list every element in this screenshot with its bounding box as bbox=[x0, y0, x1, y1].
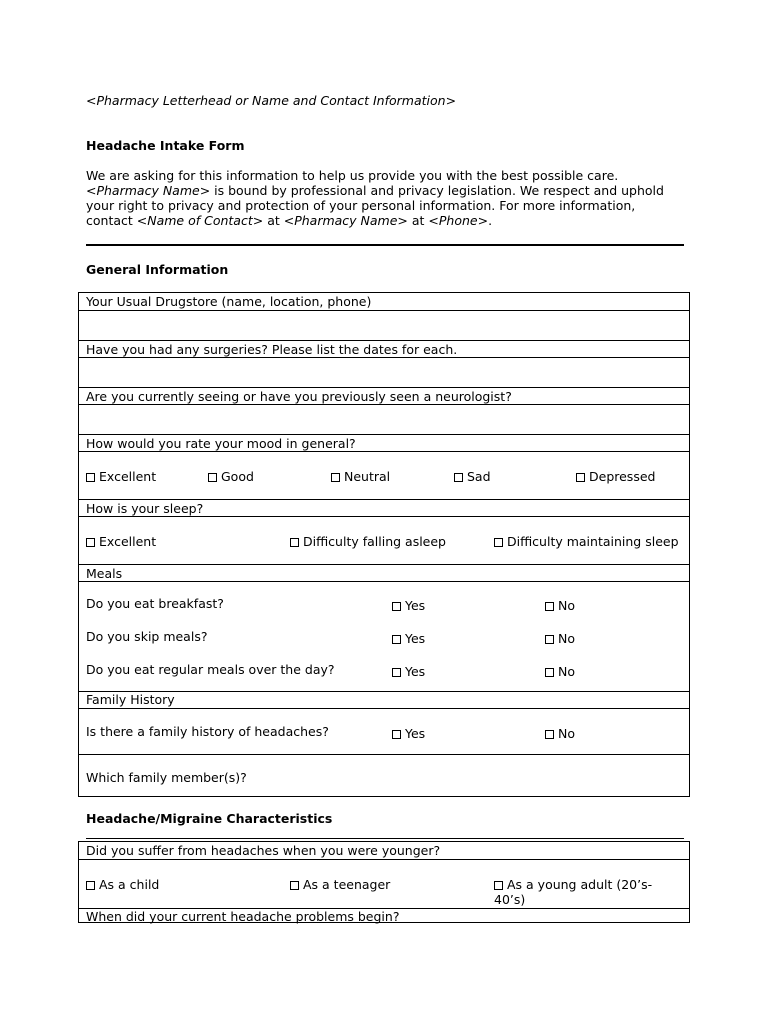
neurologist-label: Are you currently seeing or have you previously seen a neurologist? bbox=[86, 389, 512, 404]
meal-question: Do you eat regular meals over the day? bbox=[86, 662, 335, 677]
drugstore-answer-field[interactable] bbox=[79, 310, 689, 340]
mood-label-row bbox=[79, 434, 689, 451]
checkbox-icon bbox=[545, 668, 554, 677]
mood-label: How would you rate your mood in general? bbox=[86, 436, 356, 451]
checkbox-icon bbox=[86, 473, 95, 482]
option-label: Excellent bbox=[99, 534, 157, 549]
option-label: As a child bbox=[99, 877, 160, 892]
skip-meals-no[interactable] bbox=[545, 631, 575, 646]
checkbox-icon bbox=[290, 881, 299, 890]
family-members-row[interactable] bbox=[79, 754, 689, 798]
contact-prefix: contact bbox=[86, 213, 137, 228]
at-text-2: at bbox=[407, 213, 429, 228]
surgeries-label: Have you had any surgeries? Please list the dates for each. bbox=[86, 342, 458, 357]
option-label: Depressed bbox=[589, 469, 656, 484]
pharmacy-name-placeholder: <Pharmacy Name> bbox=[86, 183, 211, 198]
intro-line-2-text: is bound by professional and privacy legislation. We respect and uphold bbox=[210, 183, 664, 198]
mood-option-good[interactable] bbox=[208, 469, 254, 484]
meals-label: Meals bbox=[86, 566, 123, 581]
phone-placeholder: <Phone> bbox=[428, 213, 489, 228]
divider-rule bbox=[86, 244, 684, 246]
mood-option-depressed[interactable] bbox=[576, 469, 655, 484]
younger-options-row bbox=[79, 859, 689, 908]
option-label: Difficulty maintaining sleep bbox=[507, 534, 679, 549]
general-information-heading: General Information bbox=[86, 262, 229, 277]
checkbox-icon bbox=[576, 473, 585, 482]
option-label-continued: 40’s) bbox=[494, 892, 526, 907]
at-text: at bbox=[263, 213, 284, 228]
younger-option-child[interactable] bbox=[86, 877, 159, 892]
sleep-option-excellent[interactable] bbox=[86, 534, 156, 549]
family-members-label: Which family member(s)? bbox=[86, 770, 247, 785]
option-label: As a teenager bbox=[303, 877, 391, 892]
checkbox-icon bbox=[494, 538, 503, 547]
option-label: Yes bbox=[405, 726, 426, 741]
option-label: Yes bbox=[405, 631, 426, 646]
younger-option-young-adult[interactable] bbox=[494, 877, 652, 907]
neurologist-answer-field[interactable] bbox=[79, 404, 689, 434]
family-history-label-row bbox=[79, 691, 689, 708]
general-information-table bbox=[78, 292, 690, 797]
option-label: Difficulty falling asleep bbox=[303, 534, 446, 549]
option-label: As a young adult (20’s- bbox=[507, 877, 653, 892]
meals-label-row bbox=[79, 564, 689, 581]
checkbox-icon bbox=[392, 668, 401, 677]
option-label: No bbox=[558, 598, 575, 613]
mood-option-sad[interactable] bbox=[454, 469, 491, 484]
contact-name-placeholder: <Name of Contact> bbox=[136, 213, 264, 228]
meal-question: Do you skip meals? bbox=[86, 629, 208, 644]
checkbox-icon bbox=[86, 881, 95, 890]
checkbox-icon bbox=[290, 538, 299, 547]
checkbox-icon bbox=[545, 635, 554, 644]
headache-began-question: When did your current headache problems begin? bbox=[86, 909, 400, 924]
sleep-option-falling-asleep[interactable] bbox=[290, 534, 446, 549]
headache-characteristics-heading: Headache/Migraine Characteristics bbox=[86, 811, 333, 826]
sleep-option-maintaining-sleep[interactable] bbox=[494, 534, 679, 549]
family-history-yes[interactable] bbox=[392, 726, 425, 741]
checkbox-icon bbox=[86, 538, 95, 547]
checkbox-icon bbox=[331, 473, 340, 482]
period: . bbox=[488, 213, 493, 228]
intro-line-4 bbox=[86, 213, 686, 228]
sleep-options-row bbox=[79, 516, 689, 564]
family-history-question: Is there a family history of headaches? bbox=[86, 724, 329, 739]
intro-line-3: your right to privacy and protection of your personal information. For more information, bbox=[86, 198, 636, 213]
mood-option-neutral[interactable] bbox=[331, 469, 390, 484]
option-label: Yes bbox=[405, 664, 426, 679]
regular-meals-no[interactable] bbox=[545, 664, 575, 679]
letterhead: <Pharmacy Letterhead or Name and Contact Information> bbox=[86, 93, 457, 108]
breakfast-no[interactable] bbox=[545, 598, 575, 613]
drugstore-label-row bbox=[79, 293, 689, 310]
younger-option-teenager[interactable] bbox=[290, 877, 390, 892]
option-label: Yes bbox=[405, 598, 426, 613]
intro-line-1: We are asking for this information to help us provide you with the best possible care. bbox=[86, 168, 619, 183]
breakfast-yes[interactable] bbox=[392, 598, 425, 613]
option-label: Excellent bbox=[99, 469, 157, 484]
meals-questions-block bbox=[79, 581, 689, 691]
form-title: Headache Intake Form bbox=[86, 138, 245, 153]
option-label: Good bbox=[221, 469, 254, 484]
family-history-label: Family History bbox=[86, 692, 175, 707]
drugstore-label: Your Usual Drugstore (name, location, phone) bbox=[86, 294, 372, 309]
checkbox-icon bbox=[392, 635, 401, 644]
headache-began-label-row bbox=[79, 908, 689, 924]
checkbox-icon bbox=[494, 881, 503, 890]
surgeries-answer-field[interactable] bbox=[79, 357, 689, 387]
regular-meals-yes[interactable] bbox=[392, 664, 425, 679]
option-label: No bbox=[558, 631, 575, 646]
option-label: No bbox=[558, 726, 575, 741]
pharmacy-name-placeholder-2: <Pharmacy Name> bbox=[283, 213, 408, 228]
mood-options-row bbox=[79, 451, 689, 499]
option-label: Sad bbox=[467, 469, 491, 484]
sleep-label: How is your sleep? bbox=[86, 501, 204, 516]
family-history-question-row bbox=[79, 708, 689, 754]
intro-paragraph bbox=[86, 168, 686, 228]
sleep-label-row bbox=[79, 499, 689, 516]
neurologist-label-row bbox=[79, 387, 689, 404]
younger-label-row bbox=[79, 842, 689, 859]
family-history-no[interactable] bbox=[545, 726, 575, 741]
younger-question: Did you suffer from headaches when you were younger? bbox=[86, 843, 441, 858]
checkbox-icon bbox=[392, 730, 401, 739]
meal-question: Do you eat breakfast? bbox=[86, 596, 224, 611]
option-label: No bbox=[558, 664, 575, 679]
surgeries-label-row bbox=[79, 340, 689, 357]
checkbox-icon bbox=[545, 730, 554, 739]
intro-line-2 bbox=[86, 183, 686, 198]
checkbox-icon bbox=[392, 602, 401, 611]
mood-option-excellent[interactable] bbox=[86, 469, 156, 484]
headache-characteristics-table bbox=[78, 841, 690, 923]
checkbox-icon bbox=[208, 473, 217, 482]
option-label: Neutral bbox=[344, 469, 391, 484]
checkbox-icon bbox=[454, 473, 463, 482]
divider-rule-2 bbox=[86, 838, 684, 839]
skip-meals-yes[interactable] bbox=[392, 631, 425, 646]
checkbox-icon bbox=[545, 602, 554, 611]
